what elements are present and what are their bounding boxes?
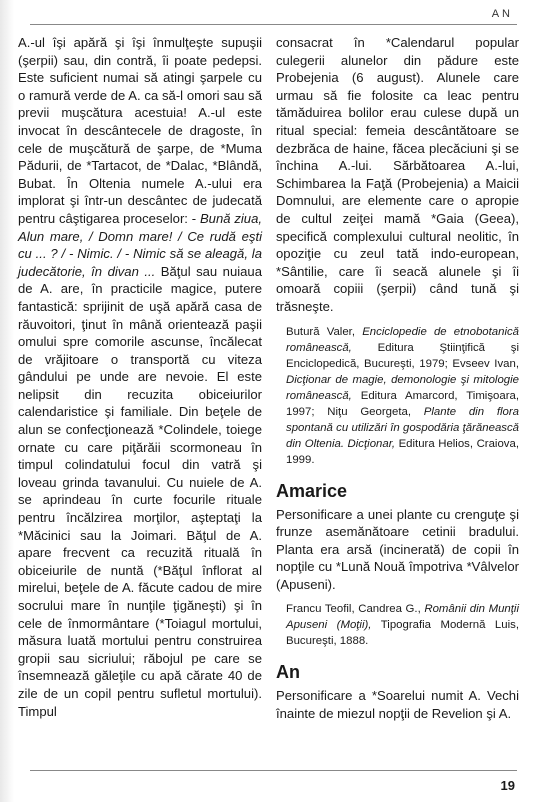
entry-heading-amarice: Amarice bbox=[276, 480, 348, 501]
footer-rule bbox=[30, 770, 517, 771]
entry-heading-an: An bbox=[276, 662, 300, 683]
incantation-quote: Bună ziua, Alun mare, / Domn mare! / Ce rudă eşti cu ... ? / - Nimic. / - Nimic să se aleagă, la judecătorie, în divan ... bbox=[18, 210, 262, 279]
body-text: A.-ul îşi apără şi îşi înmulţeşte supuşii (şerpii) sau, din contră, îi poate pedepsi. Este suficient numai să atingi şarpele cu o ramură verde de A. ca să-l omori sau să previi muşcătura acestuia! A.-ul este invocat în descântecele de dragoste, în cele de muşcătură de şarpe, de *Muma Pădurii, de *Tartacot, de *Dalac, *Blândă, Bubat. În Oltenia numele A.-ului era implorat şi într-un descântec de judecată pentru câştigarea proceselor: - bbox=[18, 35, 262, 226]
right-column bbox=[276, 34, 519, 723]
page-number: 19 bbox=[500, 778, 515, 793]
header-rule bbox=[30, 24, 517, 25]
bibliography-alun: Butură Valer, Enciclopedie de etnobotanică românească, Editura Ştiinţifică şi Enciclopedică, Bucureşti, 1979; Evseev Ivan, Dicţionar de magie, demonologie şi mitologie românească, Editura Amarcord, Timişoara, 1997; Niţu Georgeta, Plante din flora spontană cu utilizări în gospodăria ţărănească din Oltenia. Dicţionar, Editura Helios, Craiova, 1999. bbox=[286, 325, 520, 466]
bibliography-amarice: Francu Teofil, Candrea G., Românii din Munţii Apuseni (Moţii), Tipografia Modernă Luis, Bucureşti, 1888. bbox=[286, 603, 519, 648]
entry-text: consacrat în *Calendarul popular culegerii alunelor din pădure este Probejenia (6 august). Alunele care urmau să fie folosite ca leac pentru tămăduirea bolilor erau culese după un ritual special: femeia descântătoare se dezbrăca de haine, făcea plecăciuni şi se închina A.-lui. Sărbătoarea A.-lui, Schimbarea la Faţă (Probejenia) a Maicii Domnului, are elemente care o apropie de cultul zeiţei mamă *Gaia (Geea), specifică complexului cultural neolitic, în opoziţie cu zeul tată indo-european, *Sântilie, care îi seacă alunele şi îi omoară copiii (şerpii) când tună şi trăsneşte. bbox=[276, 35, 519, 314]
left-column bbox=[18, 34, 262, 720]
page-edge-shadow bbox=[0, 0, 14, 802]
entry-text-an: Personificare a *Soarelui numit A. Vechi înainte de miezul nopţii de Revelion şi A. bbox=[276, 688, 519, 722]
entry-text-amarice: Personificare a unei plante cu crenguţe şi frunze asemănătoare cetinii bradului. Planta era arsă (incinerată) de copii în nopţile cu *Lună Nouă împotriva *Vâlvelor (Apuseni). bbox=[276, 506, 519, 592]
running-head: AN bbox=[491, 8, 513, 20]
body-text: Băţul sau nuiaua de A. are, în practicile magice, putere fantastică: sprijinit de uşă apără casa de răuvoitori, ţinut în mână orientează paşii omului spre comorile ascunse, încălecat de vrăjitoare o transportă cu viteza gândului pe unde are nevoie. El este nelipsit din recuzita obiceiurilor calendaristice şi familiale. Din beţele de alun se confecţionează *Colindele, toiege ornate cu care piţărăii scormoneau în timpul colindatului focul din vatră şi loveau grinda tavanului. Cu nuiele de A. se aprindeau în curte focurile rituale pentru încălzirea morţilor, aşteptaţi la *Măcinici sau la Joimari. Băţul de A. apare frecvent ca recuzită rituală în obiceiurile de nuntă (*Băţul înflorat al mirelui, beţele de A. făcute cadou de mire socrului mare în nunţile ţigăneşti) şi în cele de înmormântare (*Toiagul mortului, măsura luată mortului pentru construirea gropii sau sicriului; răbojul pe care se însemnează găleţile cu apă cărate 40 de zile de un copil pentru sufletul mortului). Timpul bbox=[18, 263, 262, 719]
entry-text bbox=[18, 34, 262, 720]
